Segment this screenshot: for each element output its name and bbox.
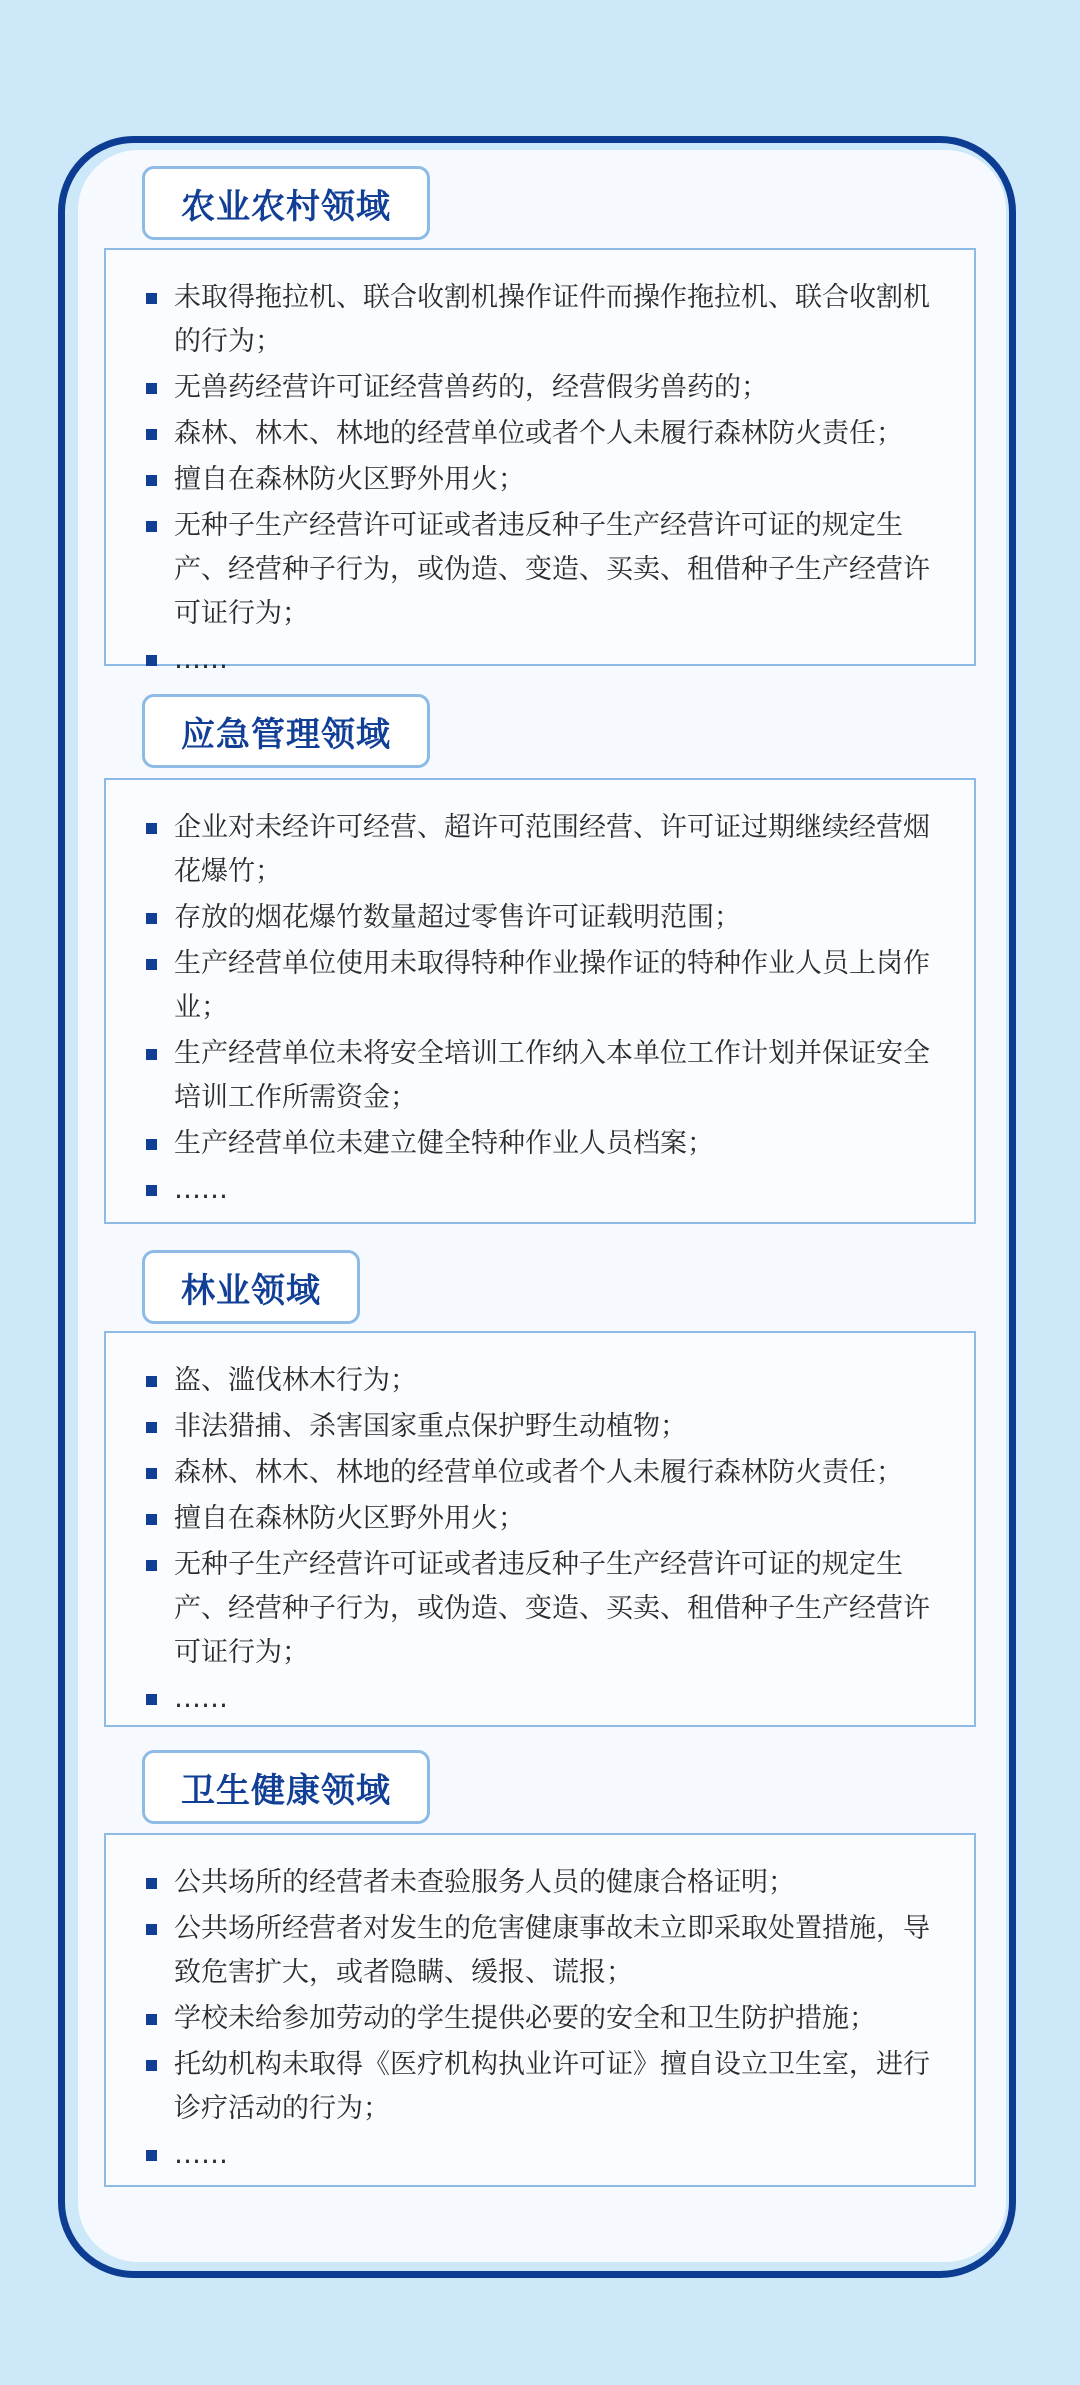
list-item: …… xyxy=(146,2133,946,2177)
section-title-emergency: 应急管理领域 xyxy=(142,694,430,768)
bullet-icon xyxy=(146,1422,157,1433)
bullet-icon xyxy=(146,2150,157,2161)
list-item: 盗、滥伐林木行为； xyxy=(146,1359,946,1403)
bullet-icon xyxy=(146,1139,157,1150)
bullet-icon xyxy=(146,1924,157,1935)
bullet-icon xyxy=(146,293,157,304)
bullet-icon xyxy=(146,1376,157,1387)
bullet-icon xyxy=(146,521,157,532)
bullet-icon xyxy=(146,1185,157,1196)
bullet-icon xyxy=(146,1878,157,1889)
list-item: 公共场所经营者对发生的危害健康事故未立即采取处置措施，导致危害扩大，或者隐瞒、缓报、谎报； xyxy=(146,1907,946,1995)
bullet-icon xyxy=(146,1694,157,1705)
list-item: 森林、林木、林地的经营单位或者个人未履行森林防火责任； xyxy=(146,1451,946,1495)
list-item: 擅自在森林防火区野外用火； xyxy=(146,1497,946,1541)
bullet-icon xyxy=(146,655,157,666)
list-item: 学校未给参加劳动的学生提供必要的安全和卫生防护措施； xyxy=(146,1997,946,2041)
bullet-icon xyxy=(146,1468,157,1479)
section-box-emergency xyxy=(104,778,976,1224)
list-item: 森林、林木、林地的经营单位或者个人未履行森林防火责任； xyxy=(146,412,946,456)
bullet-icon xyxy=(146,475,157,486)
list-item: 企业对未经许可经营、超许可范围经营、许可证过期继续经营烟花爆竹； xyxy=(146,806,946,894)
bullet-icon xyxy=(146,959,157,970)
list-item: 生产经营单位使用未取得特种作业操作证的特种作业人员上岗作业； xyxy=(146,942,946,1030)
list-item: 无种子生产经营许可证或者违反种子生产经营许可证的规定生产、经营种子行为，或伪造、变造、买卖、租借种子生产经营许可证行为； xyxy=(146,504,946,636)
bullet-icon xyxy=(146,913,157,924)
list-item: 生产经营单位未将安全培训工作纳入本单位工作计划并保证安全培训工作所需资金； xyxy=(146,1032,946,1120)
list-item: 托幼机构未取得《医疗机构执业许可证》擅自设立卫生室，进行诊疗活动的行为； xyxy=(146,2043,946,2131)
section-title-agriculture: 农业农村领域 xyxy=(142,166,430,240)
bullet-icon xyxy=(146,2014,157,2025)
section-box-health xyxy=(104,1833,976,2187)
list-item: 非法猎捕、杀害国家重点保护野生动植物； xyxy=(146,1405,946,1449)
list-item: …… xyxy=(146,1677,946,1721)
bullet-icon xyxy=(146,1560,157,1571)
list-item: 无兽药经营许可证经营兽药的，经营假劣兽药的； xyxy=(146,366,946,410)
bullet-icon xyxy=(146,2060,157,2071)
list-item: 无种子生产经营许可证或者违反种子生产经营许可证的规定生产、经营种子行为，或伪造、变造、买卖、租借种子生产经营许可证行为； xyxy=(146,1543,946,1675)
list-item: …… xyxy=(146,638,946,682)
bullet-icon xyxy=(146,429,157,440)
bullet-icon xyxy=(146,823,157,834)
list-item: 生产经营单位未建立健全特种作业人员档案； xyxy=(146,1122,946,1166)
list-item: 存放的烟花爆竹数量超过零售许可证载明范围； xyxy=(146,896,946,940)
section-title-forestry: 林业领域 xyxy=(142,1250,360,1324)
bullet-icon xyxy=(146,1049,157,1060)
list-item: 未取得拖拉机、联合收割机操作证件而操作拖拉机、联合收割机的行为； xyxy=(146,276,946,364)
list-item: …… xyxy=(146,1168,946,1212)
bullet-icon xyxy=(146,1514,157,1525)
list-item: 擅自在森林防火区野外用火； xyxy=(146,458,946,502)
section-title-health: 卫生健康领域 xyxy=(142,1750,430,1824)
bullet-icon xyxy=(146,383,157,394)
section-box-agriculture xyxy=(104,248,976,675)
list-item: 公共场所的经营者未查验服务人员的健康合格证明； xyxy=(146,1861,946,1905)
section-box-forestry xyxy=(104,1331,976,1727)
